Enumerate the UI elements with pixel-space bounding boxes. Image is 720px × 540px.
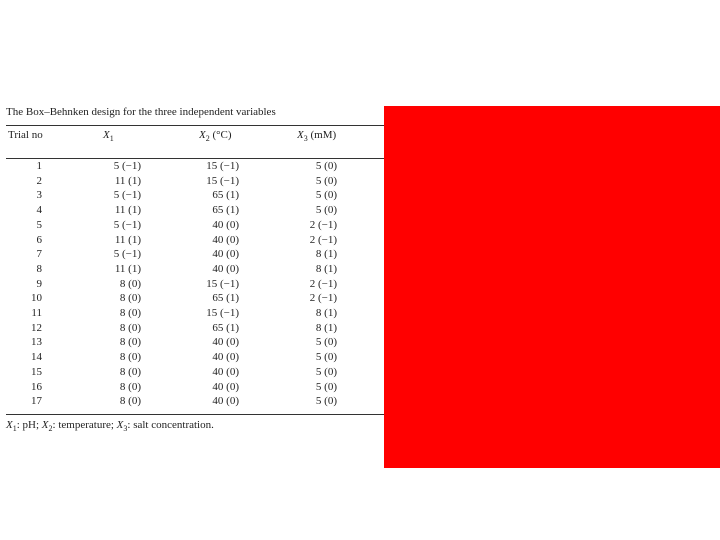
cell-x3: 5 (0) xyxy=(315,189,337,202)
cell-trial-no: 15 xyxy=(31,365,42,378)
cell-x2: 40 (0) xyxy=(212,336,239,349)
footnote-x3-sub: 3 xyxy=(123,424,128,434)
red-redaction-block xyxy=(384,106,720,468)
cell-x2: 65 (1) xyxy=(212,189,239,202)
table-header-row xyxy=(6,127,386,159)
table-row xyxy=(6,247,386,262)
cell-x3: 5 (0) xyxy=(315,336,337,349)
cell-x1: 11 (1) xyxy=(114,204,141,217)
footnote-x2-var: X xyxy=(41,419,49,431)
table-row xyxy=(6,203,386,218)
cell-x3: 2 (−1) xyxy=(309,218,337,231)
cell-trial-no: 3 xyxy=(36,189,42,202)
header-x1-sub: 1 xyxy=(109,134,114,144)
table-row xyxy=(6,350,386,365)
cell-x2: 40 (0) xyxy=(212,395,239,408)
cell-trial-no: 1 xyxy=(36,160,42,172)
header-x3 xyxy=(297,127,386,159)
cell-x2: 15 (−1) xyxy=(206,277,239,290)
cell-x1: 8 (0) xyxy=(119,277,141,290)
table-row xyxy=(6,335,386,350)
cell-trial-no: 14 xyxy=(31,351,42,364)
cell-trial-no: 5 xyxy=(36,218,42,231)
cell-x1: 8 (0) xyxy=(119,307,141,320)
cell-x3: 2 (−1) xyxy=(309,292,337,305)
footnote-x1-sub: 1 xyxy=(12,424,17,434)
cell-x2: 40 (0) xyxy=(212,365,239,378)
cell-x1: 5 (−1) xyxy=(113,189,141,202)
cell-x2: 65 (1) xyxy=(212,204,239,217)
header-x2 xyxy=(199,127,297,159)
cell-x2: 40 (0) xyxy=(212,380,239,393)
table-bottom-rule xyxy=(6,414,386,415)
cell-x3: 8 (1) xyxy=(315,307,337,320)
cell-x1: 8 (0) xyxy=(119,365,141,378)
cell-trial-no: 16 xyxy=(31,380,42,393)
cell-x1: 5 (−1) xyxy=(113,218,141,231)
cell-trial-no: 11 xyxy=(31,307,42,320)
cell-x1: 11 (1) xyxy=(114,174,141,187)
table-row xyxy=(6,321,386,336)
table-row xyxy=(6,277,386,292)
cell-x1: 8 (0) xyxy=(119,292,141,305)
table-row xyxy=(6,174,386,189)
table-row xyxy=(6,306,386,321)
header-x1-var: X xyxy=(103,129,110,141)
cell-x1: 11 (1) xyxy=(114,233,141,246)
cell-x1: 8 (0) xyxy=(119,380,141,393)
header-x2-sub: 2 xyxy=(205,134,210,144)
cell-x2: 40 (0) xyxy=(212,218,239,231)
cell-x2: 65 (1) xyxy=(212,321,239,334)
cell-x2: 15 (−1) xyxy=(206,160,239,172)
cell-trial-no: 10 xyxy=(31,292,42,305)
table-row xyxy=(6,365,386,380)
header-x3-unit: (mM) xyxy=(307,129,337,141)
cell-trial-no: 9 xyxy=(36,277,42,290)
table-footnote xyxy=(6,418,386,432)
cell-trial-no: 7 xyxy=(36,248,42,261)
cell-x3: 5 (0) xyxy=(315,351,337,364)
cell-trial-no: 8 xyxy=(36,262,42,275)
cell-x3: 2 (−1) xyxy=(309,277,337,290)
footnote-x1-var: X xyxy=(6,419,13,431)
footnote-x2-text: : temperature; xyxy=(52,419,117,431)
box-behnken-table xyxy=(6,127,386,409)
table-row xyxy=(6,218,386,233)
cell-x2: 15 (−1) xyxy=(206,174,239,187)
table-row xyxy=(6,262,386,277)
table-caption: The Box–Behnken design for the three independent variables xyxy=(6,106,276,118)
cell-x3: 5 (0) xyxy=(315,365,337,378)
table-top-rule xyxy=(6,125,386,126)
footnote-x2-sub: 2 xyxy=(48,424,53,434)
cell-x2: 15 (−1) xyxy=(206,307,239,320)
cell-x1: 5 (−1) xyxy=(113,248,141,261)
cell-x3: 8 (1) xyxy=(315,321,337,334)
cell-x1: 11 (1) xyxy=(114,262,141,275)
cell-x3: 5 (0) xyxy=(315,395,337,408)
header-trial-no: Trial no xyxy=(8,129,43,141)
cell-trial-no: 13 xyxy=(31,336,42,349)
header-x1 xyxy=(101,127,199,159)
cell-trial-no: 12 xyxy=(31,321,42,334)
cell-x3: 5 (0) xyxy=(315,174,337,187)
cell-x2: 40 (0) xyxy=(212,248,239,261)
cell-x2: 40 (0) xyxy=(212,262,239,275)
cell-x2: 40 (0) xyxy=(212,233,239,246)
cell-x3: 8 (1) xyxy=(315,262,337,275)
table-row xyxy=(6,380,386,395)
table-row xyxy=(6,233,386,248)
cell-x1: 5 (−1) xyxy=(113,160,141,172)
cell-x3: 5 (0) xyxy=(315,204,337,217)
cell-trial-no: 4 xyxy=(36,204,42,217)
header-x3-sub: 3 xyxy=(303,134,308,144)
header-x2-unit: (°C) xyxy=(209,129,232,141)
cell-x2: 40 (0) xyxy=(212,351,239,364)
table-row xyxy=(6,159,386,174)
footnote-x3-var: X xyxy=(116,419,124,431)
header-x2-var: X xyxy=(199,129,206,141)
cell-x3: 8 (1) xyxy=(315,248,337,261)
cell-x3: 2 (−1) xyxy=(309,233,337,246)
header-x3-var: X xyxy=(297,129,304,141)
table-row xyxy=(6,188,386,203)
cell-trial-no: 2 xyxy=(36,174,42,187)
cell-x1: 8 (0) xyxy=(119,395,141,408)
cell-x1: 8 (0) xyxy=(119,321,141,334)
cell-x1: 8 (0) xyxy=(119,351,141,364)
cell-x2: 65 (1) xyxy=(212,292,239,305)
cell-trial-no: 6 xyxy=(36,233,42,246)
footnote-x1-text: : pH; xyxy=(16,419,42,431)
table-row xyxy=(6,394,386,409)
cell-trial-no: 17 xyxy=(31,395,42,408)
cell-x3: 5 (0) xyxy=(315,380,337,393)
table-body xyxy=(6,159,386,409)
cell-x3: 5 (0) xyxy=(315,160,337,172)
footnote-x3-text: : salt concentration. xyxy=(127,419,214,431)
cell-x1: 8 (0) xyxy=(119,336,141,349)
table-row xyxy=(6,291,386,306)
